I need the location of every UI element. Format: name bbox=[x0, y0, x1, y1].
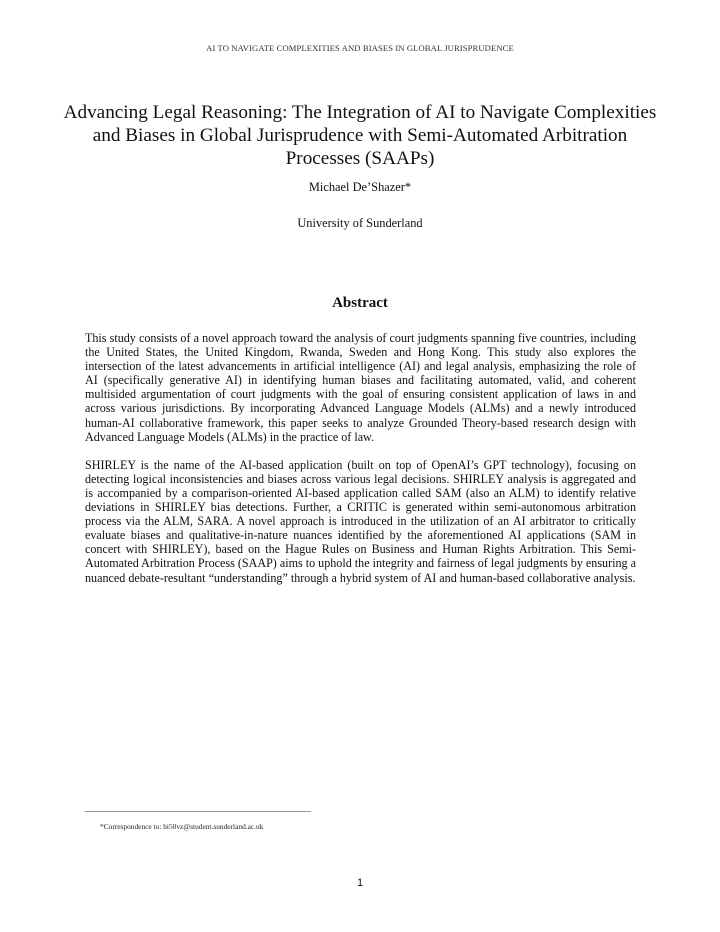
abstract-heading: Abstract bbox=[332, 295, 388, 311]
footnote-divider bbox=[85, 811, 311, 812]
author-name: Michael De’Shazer* bbox=[308, 180, 412, 194]
correspondence-footnote: *Correspondence to: bi50vz@student.sunderland.ac.uk bbox=[100, 822, 264, 831]
abstract-body bbox=[85, 331, 636, 599]
running-header: AI TO NAVIGATE COMPLEXITIES AND BIASES IN GLOBAL JURISPRUDENCE bbox=[206, 43, 514, 53]
page-number: 1 bbox=[356, 877, 364, 889]
paper-title: Advancing Legal Reasoning: The Integration of AI to Navigate Complexities and Biases in Global Jurisprudence with Semi-Automated Arbitration Processes (SAAPs) bbox=[63, 102, 657, 169]
abstract-paragraph-2: SHIRLEY is the name of the AI-based application (built on top of OpenAI’s GPT technology), focusing on detecting logical inconsistencies and biases across various legal decisions. SHIRLEY analysis is aggregated and is accompanied by a comparison-oriented AI-based application called SAM (also an ALM) to identify relative deviations in SHIRLEY bias detections. Further, a CRITIC is generated within semi-autonomous arbitration process via the ALM, SARA. A novel approach is introduced in the utilization of an AI arbitrator to critically evaluate biases and qualitative-in-nature nuances identified by the aforementioned AI applications (SAM in concert with SHIRLEY), based on the Hague Rules on Business and Human Rights Arbitration. This Semi-Automated Arbitration Process (SAAP) aims to uphold the integrity and fairness of legal judgments by ensuring a nuanced debate-resultant “understanding” through a hybrid system of AI and human-based collaborative analysis. bbox=[85, 457, 636, 585]
abstract-paragraph-1: This study consists of a novel approach toward the analysis of court judgments spanning five countries, including the United States, the United Kingdom, Rwanda, Sweden and Hong Kong. This study also explores the intersection of the latest advancements in artificial intelligence (AI) and legal analysis, emphasizing the role of AI (specifically generative AI) in identifying human biases and facilitating automated, valid, and coherent multisided argumentation of court judgments with the goal of ensuring consistent application of laws in and across various jurisdictions. By incorporating Advanced Language Models (ALMs) and a newly introduced human-AI collaborative framework, this paper seeks to analyze Grounded Theory-based research design with Advanced Language Models (ALMs) in the practice of law. bbox=[85, 331, 636, 444]
author-affiliation: University of Sunderland bbox=[297, 216, 423, 230]
